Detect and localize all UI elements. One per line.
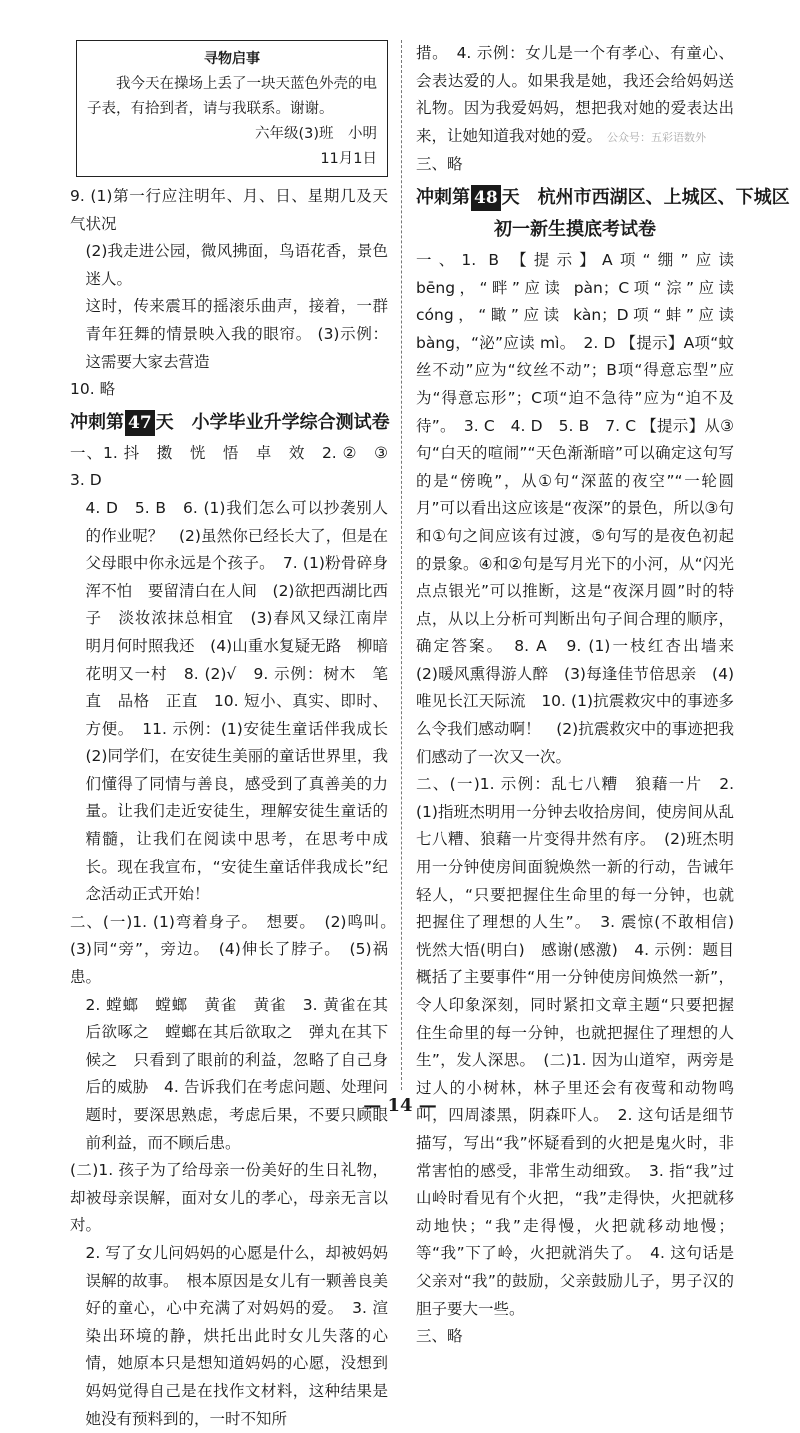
notice-title: 寻物启事 — [204, 51, 260, 67]
part2-sub2: 2. 螳螂 螳螂 黄雀 黄雀 3. 黄雀在其后欲啄之 螳螂在其后欲取之 弹丸在其下候之 只看到了眼前的利益，忽略了自己身后的威胁 4. 告诉我们在考虑问题、处理问题时，要深思熟虑，考虑后果，不要只顾眼前利益，而不顾后患。 — [85, 995, 388, 1152]
notice-date: 11月1日 — [320, 151, 377, 167]
section-three-b: 三、略 — [416, 1327, 463, 1346]
day48-prefix: 冲刺第 — [416, 186, 470, 208]
lost-item-notice — [76, 40, 388, 177]
watermark: 公众号：五彩语数外 — [606, 130, 706, 144]
day47-prefix: 冲刺第 — [70, 411, 124, 433]
right-part2: 二、(一)1. 示例：乱七八糟 狼藉一片 2. (1)指班杰明用一分钟去收拾房间，使房间从乱七八糟、狼藉一片变得井然有序。 (2)班杰明用一分钟使房间面貌焕然一新的行动，告诫年轻人，“只要把握住生命里的每一分钟，也就把握住了理想的人生”。 3. 震惊(不敢相信) 恍然大悟(明白) 感谢(感激) 4. 示例：题目概括了主要事件“用一分钟使房间焕然一新”，令人印象深刻，同时紧扣文章主题“只要把握住生命里的每一分钟，也就把握住了理想的人生”，发人深思。 (二)1. 因为山道窄，两旁是过人的小树林，林子里还会有夜莺和动物鸣叫，四周漆黑，阴森吓人。 2. 这句话是细节描写，写出“我”怀疑看到的火把是鬼火时，非常害怕的感受，非常生动细致。 3. 指“我”过山岭时看见有个火把，“我”走得快，火把就移动地快；“我”走得慢，火把就移动地慢；等“我”下了岭，火把就消失了。 4. 这句话是父亲对“我”的鼓励，父亲鼓励儿子，男子汉的胆子要大一些。 — [416, 775, 750, 1318]
right-column — [416, 40, 790, 1351]
day48-number-badge: 48 — [471, 185, 501, 211]
part1-body: 4. D 5. B 6. (1)我们怎么可以抄袭别人的作业呢？ (2)虽然你已经长大了，但是在父母眼中你永远是个孩子。 7. (1)粉骨碎身浑不怕 要留清白在人间 (2)欲把西湖比西子 淡妆浓抹总相宜 (3)春风又绿江南岸 明月何时照我还 (4)山重水复疑无路 柳暗花明又一村 8. (2)√ 9. 示例：树木 笔直 品格 正直 10. 短小、真实、即时、方便。 11. 示例：(1)安徒生童话伴我成长 (2)同学们，在安徒生美丽的童话世界里，我们懂得了同情与善良，感受到了真善美的力量。让我们走近安徒生，理解安徒生童话的精髓，让我们在阅读中思考，在思考中成长。现在我宣布，“安徒生童话伴我成长”纪念活动正式开始！ — [85, 498, 404, 904]
answer-q9-line2: (2)我走进公园，微风拂面，鸟语花香，景色迷人。 — [85, 242, 388, 288]
part2-sub1: 二、(一)1. (1)弯着身子。 想要。 (2)鸣叫。 (3)同“旁”，旁边。 (4)伸长了脖子。 (5)祸患。 — [70, 912, 404, 987]
right-part1: 一、1. B 【提示】A项“绷”应读 bēng，“畔”应读 pàn；C项“淙”应读 cóng，“瞰”应读 kàn；D项“蚌”应读 bàng，“泌”应读 mì。 2. D 【提示】A项“蚊丝不动”应为“纹丝不动”；B项“得意忘型”应为“得意忘形”；C项“迫不急待”应为“迫不及待”。 3. C 4. D 5. B 7. C 【提示】从③句“白天的喧闹”“天色渐渐暗”可以确定这句写的是“傍晚”，从①句“深蓝的夜空”“一轮圆月”可以看出这应该是“夜深”的景色，所以③句和①句之间应该有过渡，⑤句写的是夜色初起的景象。④和②句是写月光下的小河，从“闪光点点银光”可以推断，这是“夜深月圆”时的特点，从以上分析可判断出句子间合理的顺序，确定答案。 8. A 9. (1)一枝红杏出墙来 (2)暖风熏得游人醉 (3)每逢佳节倍思亲 (4)唯见长江天际流 10. (1)抗震救灾中的事迹多么令我们感动啊！ (2)抗震救灾中的事迹把我们感动了一次又一次。 — [416, 250, 750, 766]
part2-sub3: (二)1. 孩子为了给母亲一份美好的生日礼物，却被母亲误解，面对女儿的孝心，母亲无言以对。 — [70, 1161, 388, 1235]
day48-subtitle: 初一新生摸底考试卷 — [494, 218, 656, 240]
answer-q10: 10. 略 — [70, 380, 116, 399]
continued-answer — [416, 40, 734, 151]
answer-q9-line3: 这时，传来震耳的摇滚乐曲声，接着，一群青年狂舞的情景映入我的眼帘。 (3)示例：这需要大家去营造 — [85, 297, 388, 371]
continued-text: 措。 4. 示例：女儿是一个有孝心、有童心、会表达爱的人。如果我是她，我还会给妈妈送礼物。因为我爱妈妈，想把我对她的爱表达出来，让她知道我对她的爱。 — [416, 44, 734, 145]
day47-title — [70, 410, 388, 436]
page-number: — 14 — — [363, 1095, 437, 1116]
day48-suffix: 天 杭州市西湖区、上城区、下城区 — [501, 186, 790, 208]
notice-body: 我今天在操场上丢了一块天蓝色外壳的电子表，有拾到者，请与我联系。谢谢。 — [87, 76, 377, 117]
day47-number-badge: 47 — [125, 410, 155, 436]
part1-line1: 一、1. 抖 擞 恍 悟 卓 效 2. ② ③ 3. D — [70, 443, 404, 490]
answer-q9-line1: 9. (1)第一行应注明年、月、日、星期几及天气状况 — [70, 187, 388, 233]
notice-signature: 六年级(3)班 小明 — [254, 126, 377, 142]
column-divider — [401, 40, 402, 1090]
day48-title — [416, 185, 790, 211]
day47-suffix: 天 小学毕业升学综合测试卷 — [155, 411, 390, 433]
section-three-a: 三、略 — [416, 155, 463, 174]
part2-sub4: 2. 写了女儿问妈妈的心愿是什么，却被妈妈误解的故事。 根本原因是女儿有一颗善良美好的童心，心中充满了对妈妈的爱。 3. 渲染出环境的静，烘托出此时女儿失落的心情，她原本只是想知道妈妈的心愿，没想到妈妈觉得自己是在找作文材料，这种结果是她没有预料到的，一时不知所 — [85, 1243, 388, 1428]
